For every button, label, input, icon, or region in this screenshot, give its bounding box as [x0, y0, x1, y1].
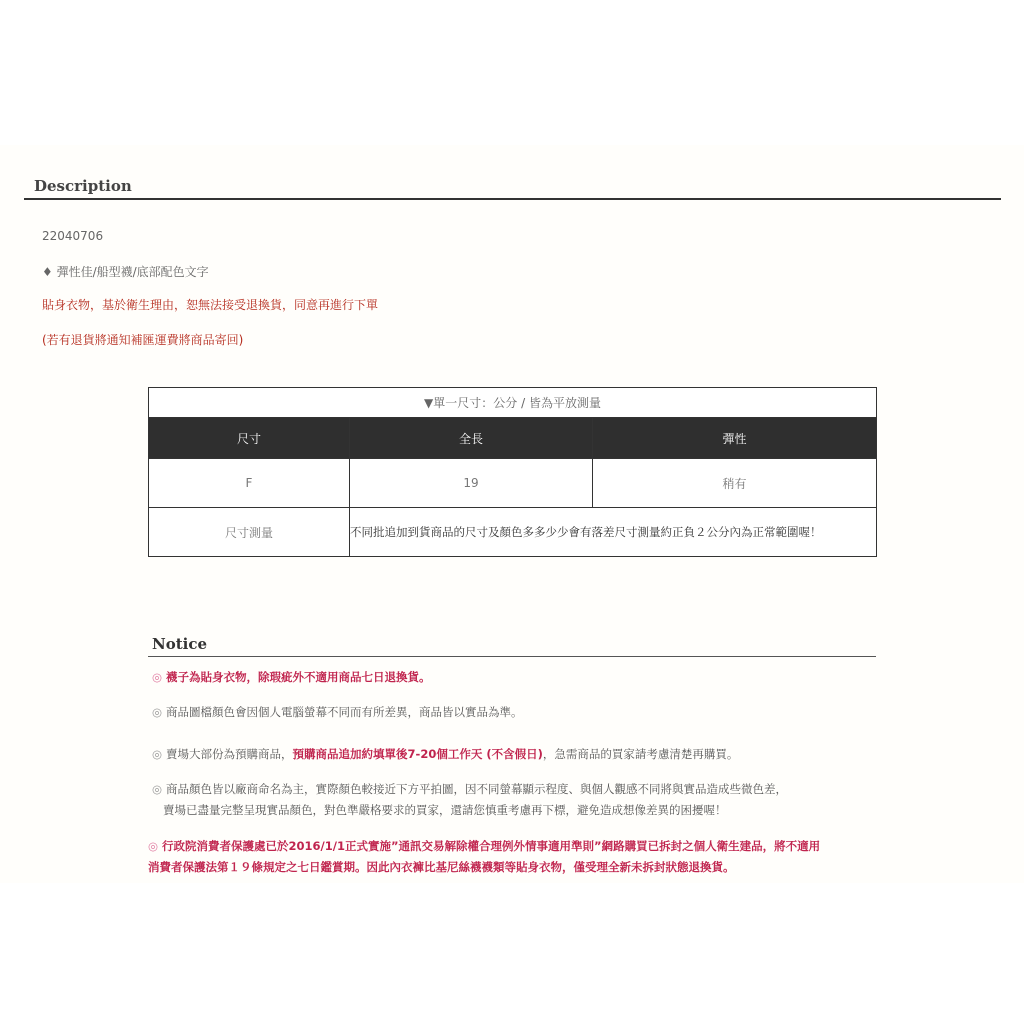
bullet-icon: ◎: [152, 782, 163, 796]
product-feature: ♦ 彈性佳/船型襪/底部配色文字: [42, 265, 209, 279]
cell-length: 19: [350, 459, 593, 508]
notice-item-text: 商品顏色皆以廠商命名為主，實際顏色較接近下方平拍圖，因不同螢幕顯示程度、與個人觀感不同將與實品造成些微色差，: [166, 782, 788, 796]
product-code: 22040706: [42, 229, 104, 243]
bullet-icon: ◎: [152, 747, 163, 761]
notice-item-text: ，急需商品的買家請考慮清楚再購買。: [542, 747, 739, 761]
cell-elasticity: 稍有: [593, 459, 877, 508]
bullet-icon: ◎: [152, 670, 163, 684]
notice-item-text: 消費者保護法第１９條規定之七日鑑賞期。因此內衣褲比基尼絲襪襪類等貼身衣物，僅受理全新未拆封狀態退換貨。: [148, 860, 735, 874]
notice-divider: [148, 656, 876, 657]
size-table: [148, 387, 877, 557]
measure-note: 不同批追加到貨商品的尺寸及顏色多多少少會有落差尺寸測量約正負２公分內為正常範圍喔！: [350, 508, 877, 557]
cell-size: F: [149, 459, 350, 508]
size-table-caption: ▼單一尺寸：公分 / 皆為平放測量: [149, 388, 877, 418]
notice-title: Notice: [152, 635, 208, 653]
notice-item-preorder: [152, 744, 738, 765]
header-length: 全長: [350, 418, 593, 459]
description-divider: [24, 198, 1001, 200]
description-title: Description: [34, 177, 132, 195]
hygiene-note: 貼身衣物，基於衛生理由，恕無法接受退換貨，同意再進行下單: [42, 298, 379, 312]
preorder-highlight: 預購商品追加約填單後7-20個工作天 (不含假日): [292, 747, 543, 761]
measure-label: 尺寸測量: [149, 508, 350, 557]
notice-item-text: 賣場大部份為預購商品，: [166, 747, 293, 761]
return-note: (若有退貨將通知補匯運費將商品寄回): [42, 333, 244, 347]
notice-item-color-difference: [152, 779, 787, 821]
notice-item-text: 賣場已盡量完整呈現實品顏色，對色準嚴格要求的買家，還請您慎重考慮再下標，避免造成想像差異的困擾喔！: [163, 803, 727, 817]
notice-item-text: 商品圖檔顏色會因個人電腦螢幕不同而有所差異，商品皆以實品為準。: [166, 705, 523, 719]
bullet-icon: ◎: [148, 839, 159, 853]
notice-item-text: 行政院消費者保護處已於2016/1/1正式實施”通訊交易解除權合理例外情事適用準則”網路購買已拆封之個人衛生建品，將不適用: [162, 839, 821, 853]
notice-item-returns: [152, 667, 431, 688]
header-size: 尺寸: [149, 418, 350, 459]
header-elasticity: 彈性: [593, 418, 877, 459]
notice-item-color: [152, 702, 523, 723]
notice-item-regulation: [148, 836, 820, 878]
notice-item-text: 襪子為貼身衣物，除瑕疵外不適用商品七日退換貨。: [166, 670, 431, 684]
bullet-icon: ◎: [152, 705, 163, 719]
